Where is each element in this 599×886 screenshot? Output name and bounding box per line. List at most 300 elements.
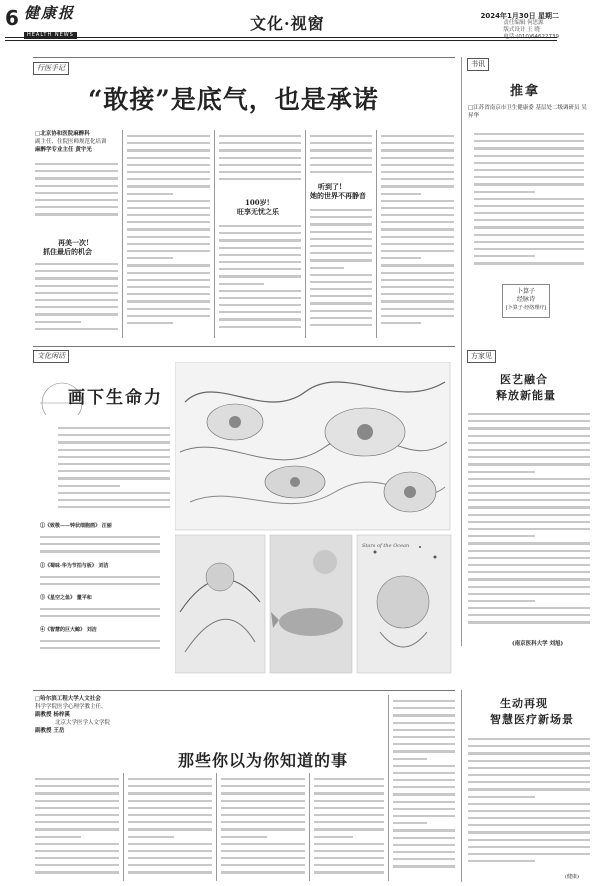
text-line [468,485,590,487]
text-line [219,290,301,292]
text-line [468,796,535,798]
text-line [219,239,301,241]
text-line [35,313,118,315]
caption-title-2: ②《蜀味·华为节拍与板》 刘洁 [40,563,109,569]
text-line [40,550,160,552]
text-line [310,238,372,240]
column-tag-art: 文化闲话 [33,350,69,363]
text-line [474,140,584,142]
text-line [381,193,421,195]
bottom-col5-text [393,695,455,881]
text-line [35,864,119,866]
side-tag: 方家见 [467,350,496,363]
text-line [474,262,584,264]
text-line [310,259,372,261]
text-line [393,801,455,803]
editor-line: 电话:(010)64622739 [503,34,559,40]
text-line [58,477,170,479]
text-line [35,792,119,794]
text-line [35,814,119,816]
text-line [35,800,119,802]
text-line [468,435,590,437]
text-line [310,295,372,297]
art-intro-text [58,422,170,514]
text-line [219,283,264,285]
text-line [474,183,584,185]
text-line [219,225,301,227]
text-line [221,871,305,873]
text-line [35,328,118,330]
text-line [128,807,212,809]
text-line [393,743,455,745]
text-line [468,745,590,747]
text-line [310,231,372,233]
text-line [128,814,212,816]
bottom-top-rule [33,690,455,692]
text-line [314,800,384,802]
right-column-tag: 书讯 [467,58,489,71]
bottom-headline: 那些你以为你知道的事 [178,751,349,770]
editor-line: 责任编辑 何思源 [503,20,544,26]
text-line [393,700,455,702]
caption-text-1 [40,531,160,561]
feature-subhead-5: 听到了! [318,182,343,191]
text-line [128,843,212,845]
text-line [127,149,210,151]
text-line [310,209,372,211]
text-line [128,850,212,852]
text-line [314,843,384,845]
text-line [219,232,301,234]
artwork-collage [175,362,460,682]
text-line [310,135,372,137]
feature-author-1: □北京协和医院麻醉科 [35,131,90,137]
text-line [35,206,118,208]
text-line [127,157,210,159]
text-line [35,163,118,165]
bottom-col2-text [128,773,212,881]
text-line [127,250,210,252]
text-line [35,285,118,287]
text-line [128,836,174,838]
page-header [0,0,599,48]
text-line [40,615,160,617]
text-line [127,300,210,302]
text-line [128,857,212,859]
text-line [468,420,590,422]
text-line [40,608,160,610]
poem-title: 经脉诗 [516,296,535,303]
text-line [474,198,584,200]
text-line [468,478,590,480]
text-line [393,714,455,716]
col-divider [309,773,310,881]
feature-subhead-2: 抓住最后的机会 [43,247,92,256]
text-line [219,297,301,299]
text-line [310,157,372,159]
text-line [58,506,170,508]
text-line [381,214,454,216]
painting-stars-ocean [357,535,451,673]
text-line [381,272,454,274]
text-line [468,535,535,537]
feature-top-rule [33,57,455,59]
text-line [58,463,170,465]
text-line [310,281,372,283]
poem-note: [卜算子·经络理疗] [505,305,547,311]
text-line [381,315,454,317]
feature-author-3: 麻醉学专业主任 黄宇光 [35,147,92,153]
text-line [468,492,590,494]
text-line [468,853,590,855]
text-line [474,162,584,164]
text-line [58,449,170,451]
text-line [474,255,535,257]
text-line [127,164,210,166]
text-line [468,738,590,740]
text-line [219,171,301,173]
caption-text-2 [40,571,160,593]
text-line [219,178,301,180]
text-line [314,821,384,823]
text-line [58,427,170,429]
text-line [468,846,590,848]
text-line [127,135,210,137]
text-line [58,434,170,436]
text-line [35,170,118,172]
text-line [393,865,455,867]
text-line [127,200,210,202]
text-line [128,778,212,780]
caption-text-4 [40,635,160,657]
text-line [127,142,210,144]
text-line [314,864,384,866]
text-line [381,171,454,173]
text-line [127,315,210,317]
text-line [314,850,384,852]
text-line [40,536,160,538]
text-line [58,492,170,494]
col-divider [376,130,377,338]
text-line [474,147,584,149]
text-line [468,499,590,501]
text-line [468,767,590,769]
text-line [393,851,455,853]
text-line [393,729,455,731]
bottom-col4-text [314,773,384,881]
col-divider [122,130,123,338]
text-line [393,772,455,774]
text-line [128,871,212,873]
text-line [40,583,160,585]
text-line [128,792,212,794]
feature-subhead-1: 再美一次! [58,238,90,247]
newspaper-logo [24,4,90,38]
text-line [474,234,584,236]
text-line [58,441,170,443]
text-line [314,871,384,873]
text-line [35,192,118,194]
text-line [468,514,590,516]
text-line [128,828,212,830]
text-line [221,807,305,809]
bottom-right-headline-2: 智慧医疗新场景 [490,713,574,726]
text-line [35,306,118,308]
feature-col4-text-a [310,130,372,178]
text-line [128,800,212,802]
caption-title-4: ④《智慧的巨大鲸》 刘洁 [40,627,97,633]
text-line [474,226,584,228]
text-line [393,707,455,709]
text-line [221,814,305,816]
feature-author-2: 副主任、住院医师规范化培训 [35,139,107,145]
col-divider [305,130,306,338]
text-line [381,243,454,245]
text-line [468,521,590,523]
text-line [219,318,301,320]
text-line [314,792,384,794]
art-headline: 画下生命力 [68,388,163,408]
text-line [381,236,454,238]
text-line [468,860,535,862]
text-line [219,135,301,137]
text-line [310,288,372,290]
text-line [35,850,119,852]
text-line [381,164,454,166]
section-title: 文化·视窗 [250,14,325,33]
text-line [468,449,590,451]
text-line [221,821,305,823]
text-line [468,607,590,609]
feature-col3-text-b [219,220,301,338]
text-line [474,212,584,214]
painting-abstract [175,535,265,673]
text-line [221,857,305,859]
text-line [221,836,267,838]
feature-subhead-4: 旺享无忧之乐 [237,207,279,216]
bottom-author-3: 副教授 杨梓溪 [35,712,70,718]
text-line [127,322,173,324]
text-line [127,178,210,180]
text-line [393,829,455,831]
col-divider [216,773,217,881]
text-line [468,542,590,544]
text-line [221,800,305,802]
page-number: 6 [5,6,19,30]
text-line [474,176,584,178]
text-line [381,228,454,230]
side-story-text [468,408,590,640]
text-line [127,214,210,216]
text-line [468,528,590,530]
text-line [310,324,372,326]
painting-whale [270,535,352,673]
text-line [468,621,590,623]
bottom-col1-text [35,773,119,881]
poem-label-box [502,284,550,318]
text-line [35,857,119,859]
text-line [393,779,455,781]
text-line [35,277,118,279]
text-line [381,200,454,202]
text-line [219,311,301,313]
side-byline: (南京医科大学 刘旭) [512,641,564,647]
feature-col5-text [381,130,454,338]
caption-text-3 [40,603,160,625]
text-line [468,593,590,595]
feature-col2-text [127,130,210,338]
text-line [381,135,454,137]
text-line [393,758,427,760]
text-line [127,279,210,281]
text-line [310,302,372,304]
text-line [474,205,584,207]
caption-title-1: ①《致敬——钟状细胞画》 汪丽 [40,523,112,529]
text-line [468,839,590,841]
text-line [468,456,590,458]
text-line [314,807,384,809]
text-line [381,257,421,259]
text-line [58,499,170,501]
text-line [219,247,301,249]
text-line [474,169,584,171]
bottom-author-1: □哈尔滨工程大学人文社会 [35,696,101,702]
column-tag-feature: 行医手记 [33,62,69,75]
text-line [381,157,454,159]
text-line [468,810,590,812]
logo-english: HEALTH NEWS [24,32,77,39]
right-column-divider [461,57,462,357]
text-line [381,286,454,288]
text-line [58,456,170,458]
text-line [35,270,118,272]
text-line [40,543,160,545]
text-line [35,836,81,838]
text-line [219,142,301,144]
text-line [127,228,210,230]
text-line [468,550,590,552]
text-line [314,778,384,780]
text-line [219,164,301,166]
text-line [474,219,584,221]
text-line [310,274,372,276]
text-line [35,185,118,187]
text-line [127,257,173,259]
text-line [381,250,454,252]
text-line [127,193,173,195]
text-line [310,223,372,225]
text-line [310,252,372,254]
right-column-title: 推拿 [510,84,541,99]
text-line [35,321,81,323]
painting-cells [175,362,450,530]
text-line [40,576,160,578]
text-line [474,133,584,135]
text-line [219,157,301,159]
text-line [310,171,372,173]
text-line [310,149,372,151]
text-line [310,142,372,144]
text-line [310,216,372,218]
text-line [35,778,119,780]
bottom-right-divider [461,690,462,882]
text-line [35,213,118,215]
text-line [381,293,454,295]
bottom-author-4: 北京大学医学人文学院 [55,720,111,726]
text-line [393,736,455,738]
text-line [219,149,301,151]
text-line [221,785,305,787]
text-line [128,821,212,823]
text-line [127,221,210,223]
text-line [468,463,590,465]
text-line [35,871,119,873]
caption-title-3: ③《星空之鱼》 董平和 [40,595,92,601]
text-line [468,427,590,429]
text-line [381,279,454,281]
text-line [468,788,590,790]
text-line [474,241,584,243]
text-line [393,786,455,788]
text-line [127,171,210,173]
text-line [221,828,305,830]
text-line [468,600,535,602]
text-line [468,803,590,805]
text-line [221,792,305,794]
bottom-author-5: 副教授 王岳 [35,728,65,734]
feature-col1-text-b [35,258,118,338]
text-line [468,471,535,473]
text-line [468,831,590,833]
text-line [35,828,119,830]
text-line [35,263,118,265]
art-headline-box [40,365,170,415]
text-line [468,760,590,762]
text-line [393,750,455,752]
bottom-right-byline: (健康) [565,874,579,880]
text-line [474,155,584,157]
poem-text [474,128,584,273]
text-line [221,778,305,780]
text-line [468,564,590,566]
text-line [128,864,212,866]
text-line [468,442,590,444]
header-rule [5,37,557,38]
text-line [221,850,305,852]
text-line [468,586,590,588]
text-line [310,317,372,319]
text-line [127,236,210,238]
editor-line: 版式设计 王 晓 [503,27,540,33]
col-divider [123,773,124,881]
poem-tag: 卜算子 [516,288,535,295]
text-line [468,578,590,580]
text-line [127,272,210,274]
right-column-author: □江苏省南京市卫生健康委 基层处二级调研员 吴昇华 [468,105,587,119]
header-rule-thin [5,40,557,41]
bottom-col3-text [221,773,305,881]
text-line [393,844,455,846]
feature-col4-text-b [310,204,372,338]
text-line [393,793,455,795]
text-line [381,264,454,266]
text-line [468,781,590,783]
text-line [219,261,301,263]
text-line [381,300,454,302]
text-line [310,245,372,247]
text-line [127,207,210,209]
text-line [468,817,590,819]
